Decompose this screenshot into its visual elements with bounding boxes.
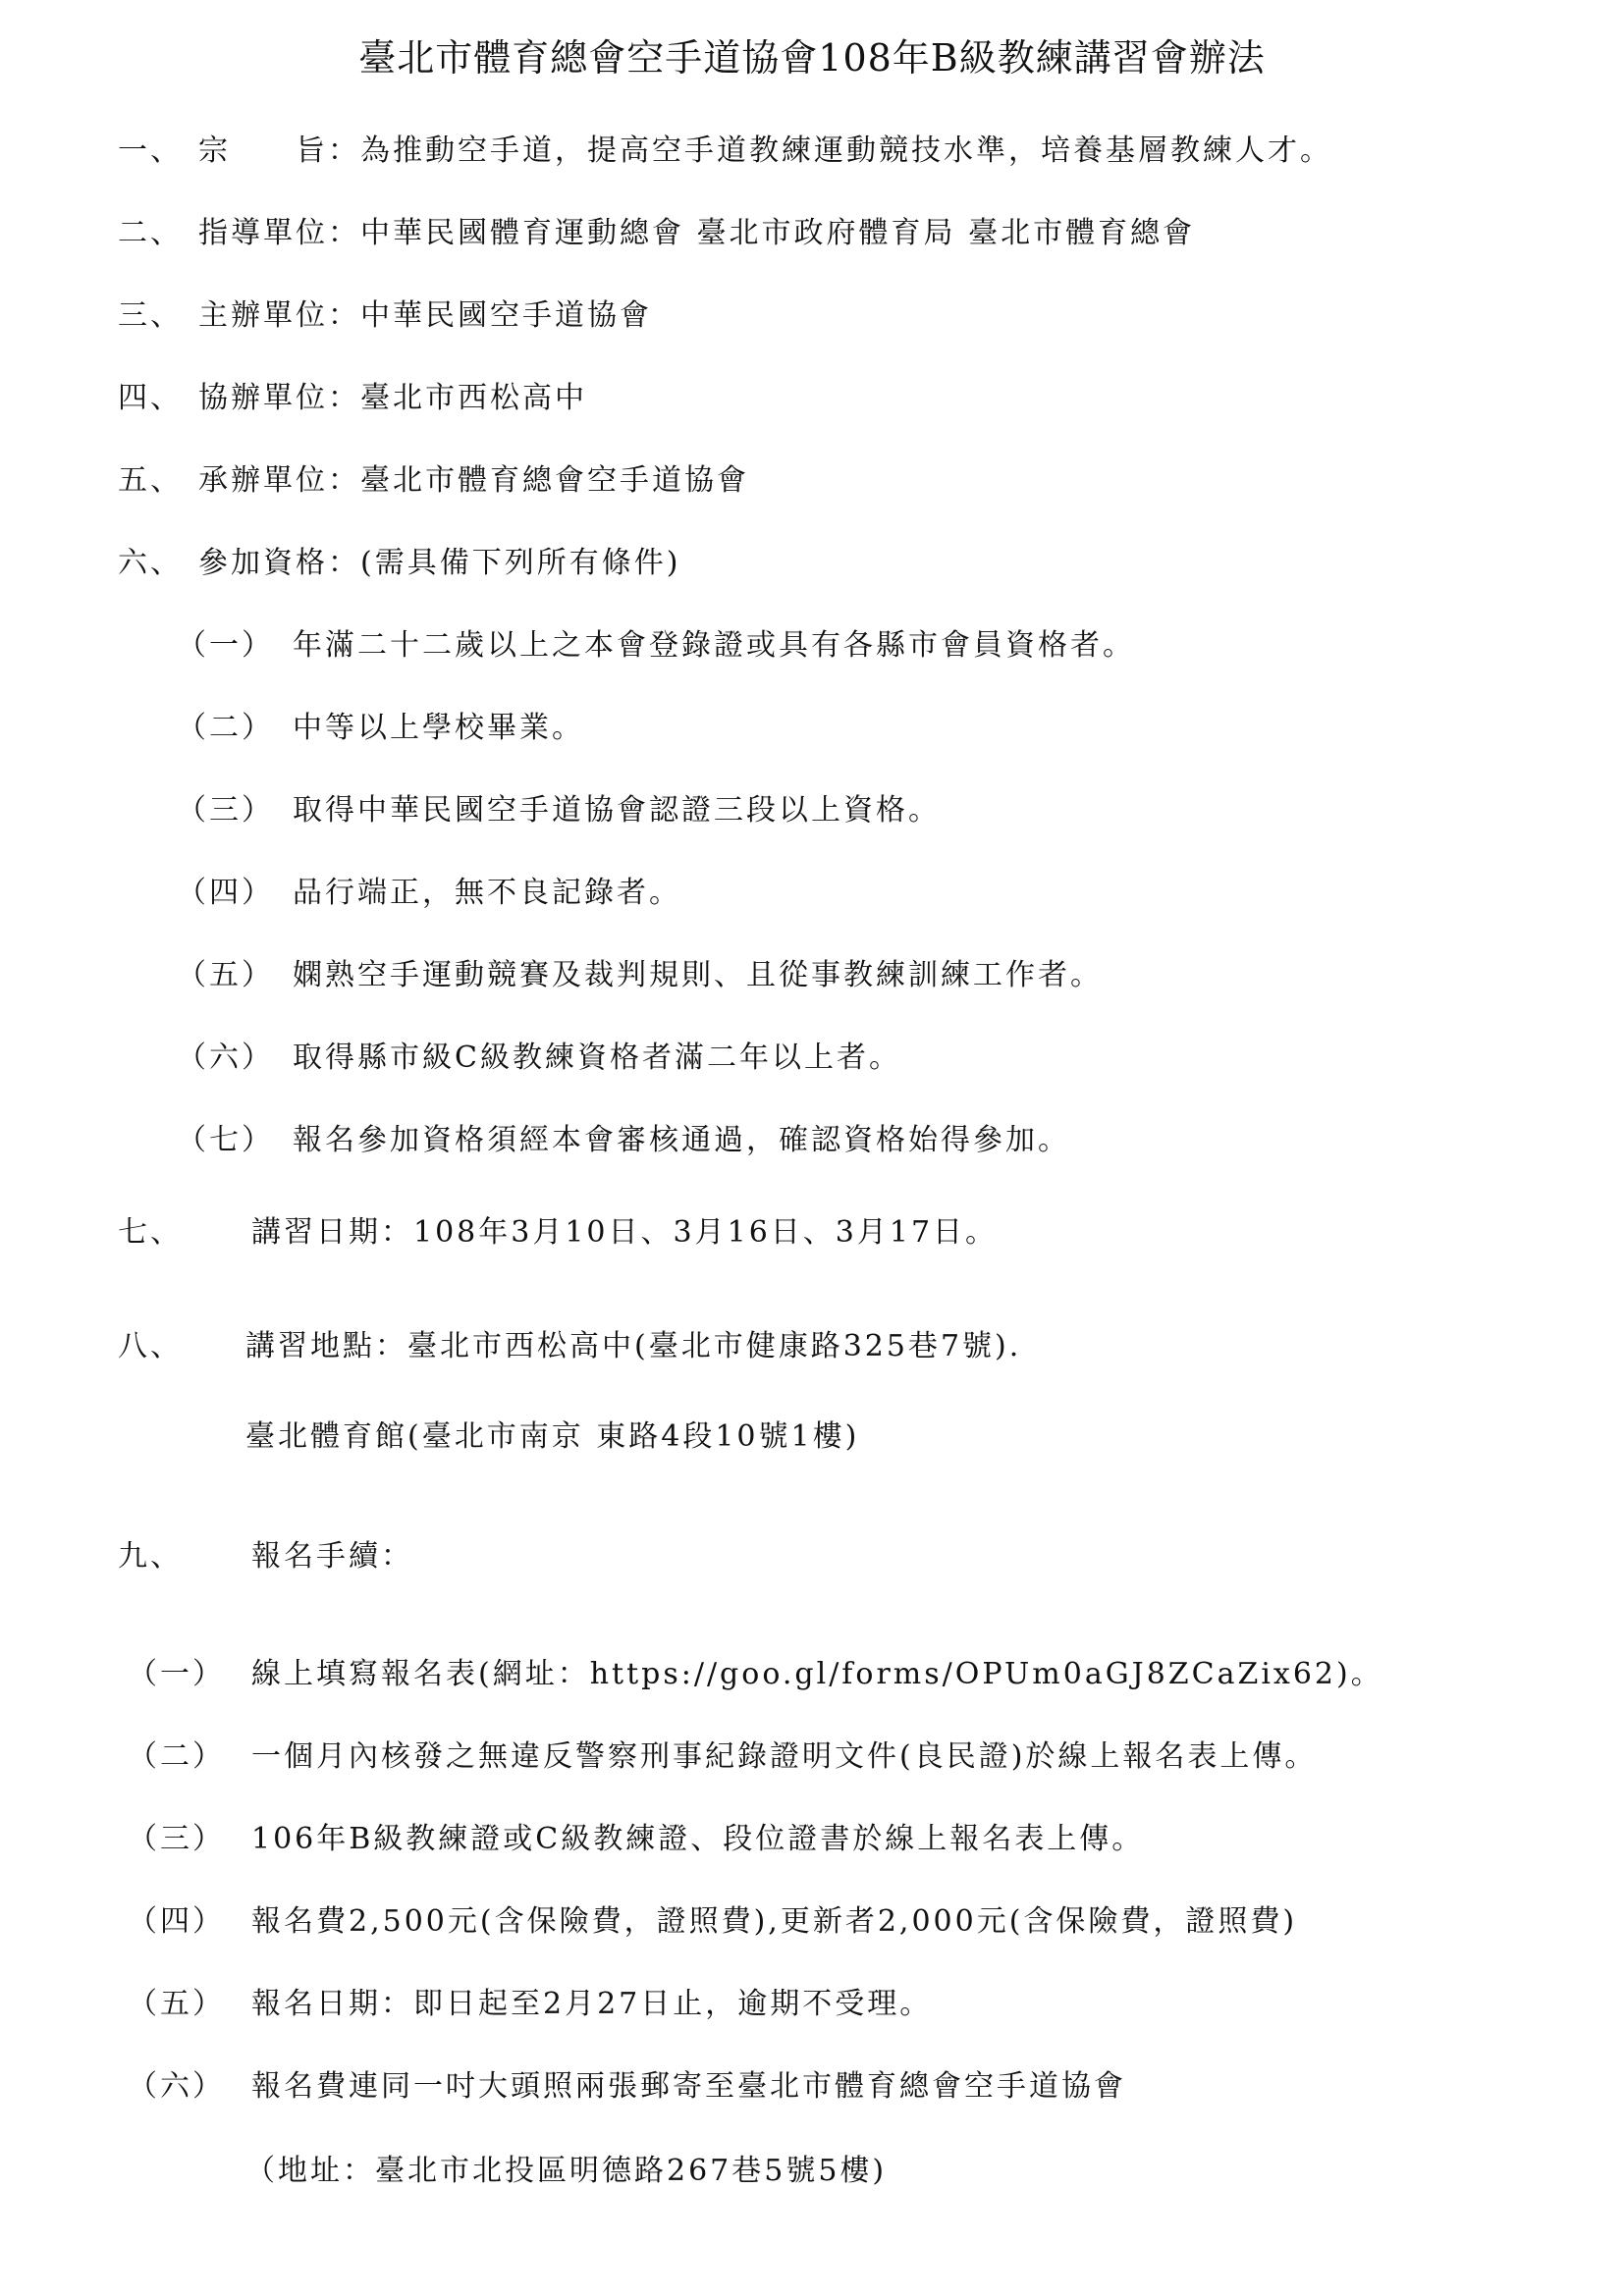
item-number: （三）	[128, 1822, 225, 1856]
item-number: 二、	[118, 216, 183, 250]
item-number: （二）	[177, 711, 274, 745]
item-organizer	[118, 296, 652, 336]
item-text: 106年B級教練證或C級教練證、段位證書於線上報名表上傳。	[251, 1822, 1145, 1856]
registration-item	[128, 1902, 1297, 1942]
item-text: 報名費2,500元(含保險費，證照費),更新者2,000元(含保險費，證照費)	[251, 1904, 1298, 1939]
item-eligibility	[118, 544, 680, 583]
registration-address	[245, 2152, 887, 2191]
eligibility-item	[177, 709, 584, 748]
item-text: 報名日期：即日起至2月27日止，逾期不受理。	[251, 1987, 933, 2021]
item-number: （四）	[177, 876, 274, 910]
item-number: 四、	[118, 381, 183, 415]
item-number: 九、	[118, 1539, 183, 1574]
item-training-venue	[118, 1327, 1021, 1366]
item-text: 取得縣市級C級教練資格者滿二年以上者。	[293, 1041, 901, 1075]
item-text: （地址：臺北市北投區明德路267巷5號5樓)	[245, 2154, 888, 2188]
item-number: （七）	[177, 1123, 274, 1157]
item-text: 協辦單位：臺北市西松高中	[198, 381, 587, 415]
item-number: 五、	[118, 463, 183, 498]
eligibility-item	[177, 791, 941, 830]
item-number: （五）	[177, 958, 274, 992]
item-text: 指導單位：中華民國體育運動總會 臺北市政府體育局 臺北市體育總會	[198, 216, 1196, 250]
item-guiding-unit	[118, 214, 1195, 253]
item-text: 一個月內核發之無違反警察刑事紀錄證明文件(良民證)於線上報名表上傳。	[251, 1739, 1318, 1774]
eligibility-item	[177, 874, 681, 913]
item-number: （一）	[177, 628, 274, 663]
item-text: 參加資格：(需具備下列所有條件)	[198, 546, 681, 580]
item-text: 年滿二十二歲以上之本會登錄證或具有各縣市會員資格者。	[293, 628, 1135, 663]
item-number: （三）	[177, 793, 274, 828]
item-text: 承辦單位：臺北市體育總會空手道協會	[198, 463, 749, 498]
item-co-organizer	[118, 379, 587, 418]
eligibility-item	[177, 956, 1103, 995]
registration-item	[128, 1985, 932, 2024]
item-number: （六）	[128, 2069, 225, 2104]
eligibility-item	[177, 1039, 901, 1078]
item-text: 講習地點：臺北市西松高中(臺北市健康路325巷7號).	[245, 1329, 1022, 1363]
item-purpose	[118, 132, 1332, 171]
item-text: 中等以上學校畢業。	[293, 711, 584, 745]
item-number: （五）	[128, 1987, 225, 2021]
document-title: 臺北市體育總會空手道協會108年B級教練講習會辦法	[358, 36, 1266, 80]
item-number: （四）	[128, 1904, 225, 1939]
item-text: 臺北體育館(臺北市南京 東路4段10號1樓)	[245, 1419, 860, 1454]
item-text: 講習日期：108年3月10日、3月16日、3月17日。	[251, 1215, 999, 1250]
item-registration	[118, 1537, 413, 1576]
item-number: （二）	[128, 1739, 225, 1774]
item-text: 品行端正，無不良記錄者。	[293, 876, 681, 910]
item-text: 宗 旨：為推動空手道，提高空手道教練運動競技水準，培養基層教練人才。	[198, 133, 1332, 168]
item-text: 取得中華民國空手道協會認證三段以上資格。	[293, 793, 941, 828]
eligibility-item	[177, 1121, 1070, 1160]
registration-item	[128, 1737, 1317, 1777]
item-number: 七、	[118, 1215, 183, 1250]
item-executing-unit	[118, 461, 749, 501]
item-text: 報名手續：	[251, 1539, 413, 1574]
eligibility-item	[177, 626, 1135, 666]
item-number: 一、	[118, 133, 183, 168]
registration-item	[128, 1820, 1144, 1859]
item-text: 報名費連同一吋大頭照兩張郵寄至臺北市體育總會空手道協會	[251, 2069, 1126, 2104]
registration-item	[128, 1655, 1383, 1694]
item-number: 八、	[118, 1329, 183, 1363]
item-text: 嫻熟空手運動競賽及裁判規則、且從事教練訓練工作者。	[293, 958, 1103, 992]
item-training-date	[118, 1213, 998, 1253]
registration-item	[128, 2067, 1126, 2107]
item-text: 主辦單位：中華民國空手道協會	[198, 298, 652, 333]
item-number: 三、	[118, 298, 183, 333]
item-number: （一）	[128, 1657, 225, 1691]
item-training-venue-2	[245, 1417, 859, 1457]
item-text: 報名參加資格須經本會審核通過，確認資格始得參加。	[293, 1123, 1070, 1157]
item-number: （六）	[177, 1041, 274, 1075]
item-number: 六、	[118, 546, 183, 580]
item-text: 線上填寫報名表(網址：https://goo.gl/forms/OPUm0aGJ8ZCaZix62)。	[251, 1657, 1383, 1691]
